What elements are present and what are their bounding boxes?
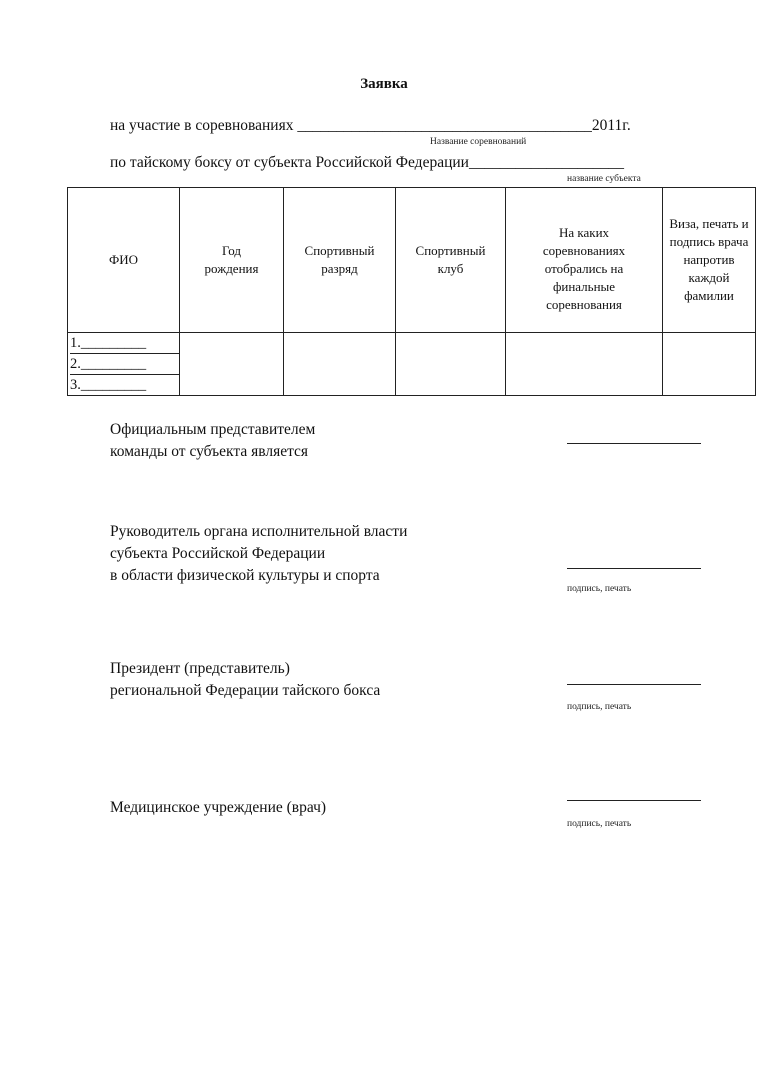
sport-club-cell[interactable] — [396, 333, 506, 396]
president-text-1: Президент (представитель) — [110, 660, 290, 677]
medical-signature-line[interactable] — [567, 800, 701, 801]
representative-text-2: команды от субъекта является — [110, 443, 309, 460]
head-signature-line[interactable] — [567, 568, 701, 569]
medical-signature-hint: подпись, печать — [567, 819, 632, 829]
president-block — [110, 658, 380, 702]
president-text-2: региональной Федерации тайского бокса — [110, 682, 381, 699]
participant-1[interactable]: 1._________ — [70, 333, 179, 354]
qualifying-cell[interactable] — [506, 333, 663, 396]
subject-hint: название субъекта — [567, 174, 641, 184]
participant-2[interactable]: 2._________ — [70, 354, 179, 375]
header-qualifying-competitions: На каких соревнованиях отобрались на финальные соревнования — [506, 188, 663, 333]
head-text-1: Руководитель органа исполнительной власти — [110, 523, 408, 540]
head-block — [110, 521, 407, 587]
representative-block — [110, 419, 315, 463]
sport-rank-cell[interactable] — [284, 333, 396, 396]
document-title: Заявка — [360, 76, 408, 92]
head-text-2: субъекта Российской Федерации — [110, 545, 326, 562]
president-signature-hint: подпись, печать — [567, 702, 632, 712]
president-signature-line[interactable] — [567, 684, 701, 685]
medical-block — [110, 797, 326, 819]
birth-year-cell[interactable] — [180, 333, 284, 396]
head-signature-hint: подпись, печать — [567, 584, 632, 594]
competition-hint: Название соревнований — [430, 137, 527, 147]
head-text-3: в области физической культуры и спорта — [110, 567, 380, 584]
header-doctor-visa: Виза, печать и подпись врача напротив каждой фамилии — [663, 188, 756, 333]
representative-text-1: Официальным представителем — [110, 421, 316, 438]
table-header-row — [68, 188, 756, 333]
representative-signature-line[interactable] — [567, 443, 701, 444]
doctor-visa-cell[interactable] — [663, 333, 756, 396]
table-row — [68, 333, 756, 396]
header-fio: ФИО — [68, 188, 180, 333]
header-sport-club: Спортивный клуб — [396, 188, 506, 333]
competition-line[interactable]: на участие в соревнованиях ______________________________________2011г. — [110, 117, 631, 134]
subject-line[interactable]: по тайскому боксу от субъекта Российской Федерации____________________ — [110, 154, 624, 171]
header-birth-year: Год рождения — [180, 188, 284, 333]
medical-text: Медицинское учреждение (врач) — [110, 799, 327, 816]
header-sport-rank: Спортивный разряд — [284, 188, 396, 333]
participant-3[interactable]: 3._________ — [70, 377, 147, 393]
participants-table — [67, 187, 756, 396]
fio-cell[interactable] — [68, 333, 180, 396]
